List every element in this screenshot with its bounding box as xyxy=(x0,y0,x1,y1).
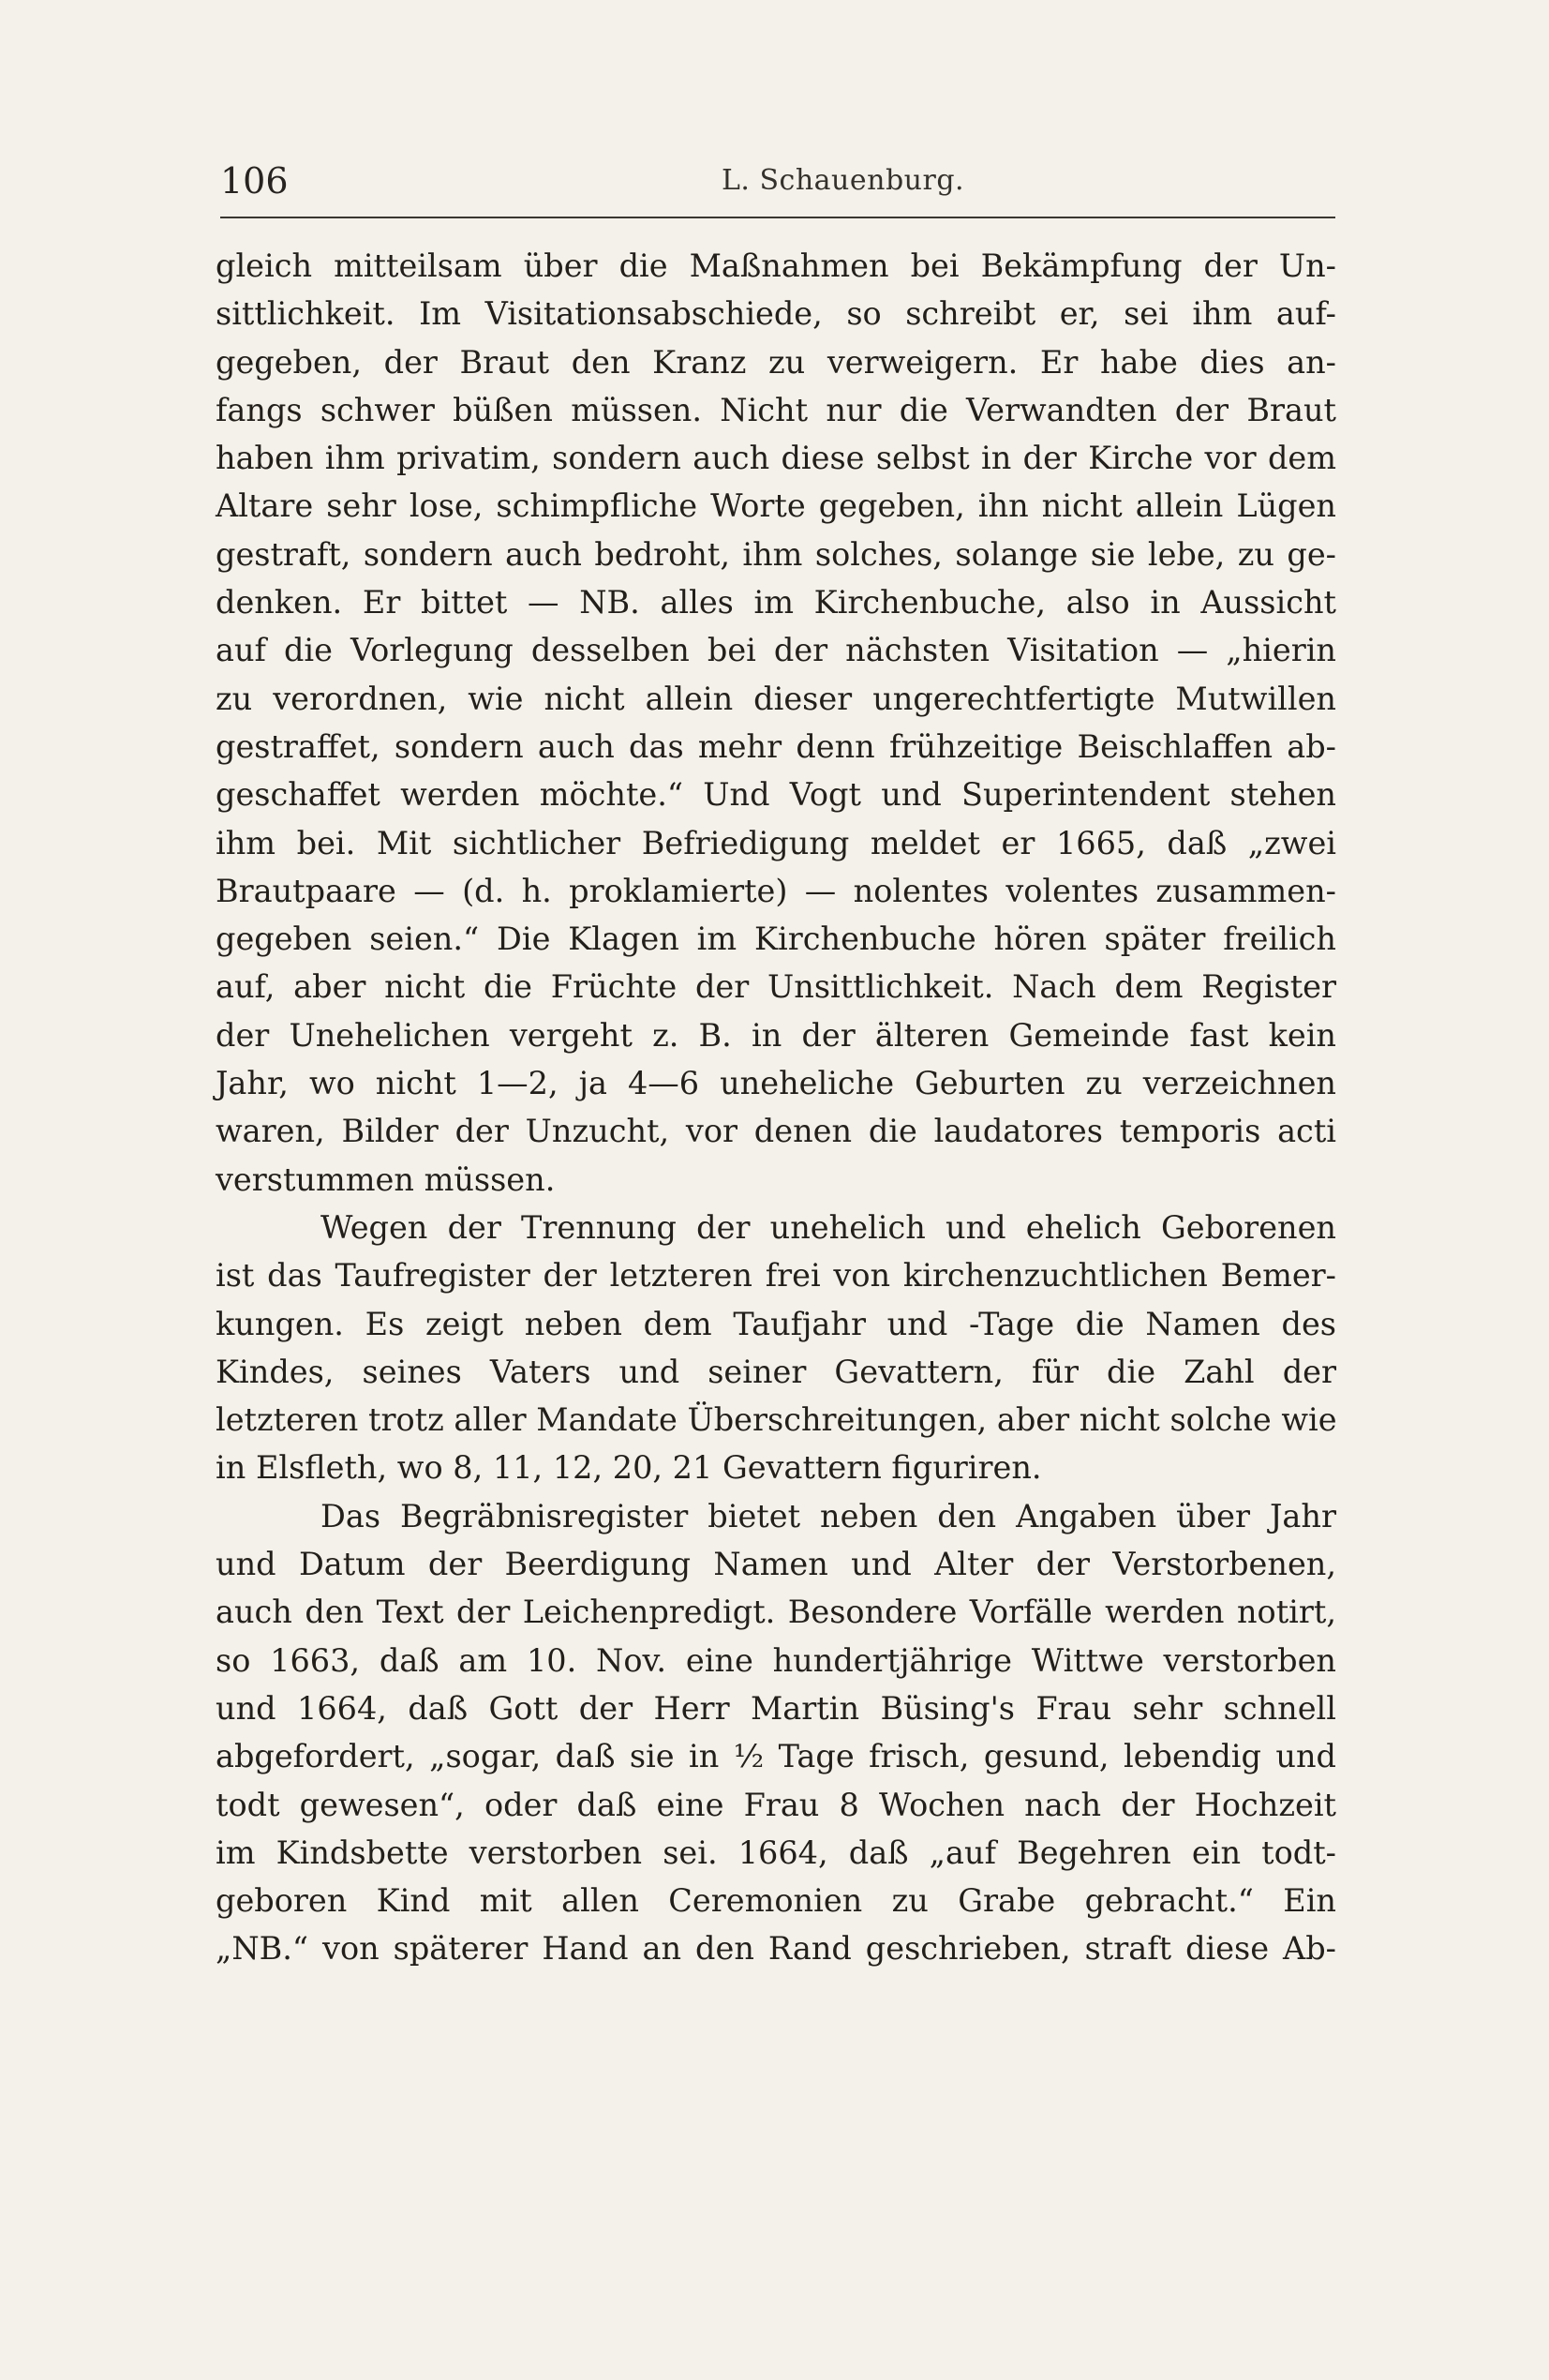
text-line: in Elsfleth, wo 8, 11, 12, 20, 21 Gevattern figuriren. xyxy=(216,1449,1042,1487)
text-line: der Unehelichen vergeht z. B. in der älteren Gemeinde fast kein xyxy=(216,1016,1336,1054)
text-line: kungen. Es zeigt neben dem Taufjahr und -Tage die Namen des xyxy=(216,1305,1336,1342)
paragraph xyxy=(216,1492,1336,1973)
text-line: auf die Vorlegung desselben bei der nächsten Visitation — „hierin xyxy=(216,632,1336,669)
text-line: gestraft, sondern auch bedroht, ihm solches, solange sie lebe, zu ge- xyxy=(216,535,1336,573)
text-line: gestraffet, sondern auch das mehr denn frühzeitige Beischlaffen ab- xyxy=(216,727,1336,765)
text-line: fangs schwer büßen müssen. Nicht nur die Verwandten der Braut xyxy=(216,391,1336,428)
page-number: 106 xyxy=(220,160,289,202)
paragraph xyxy=(216,242,1336,1204)
text-line: gegeben, der Braut den Kranz zu verweigern. Er habe dies an- xyxy=(216,343,1336,381)
text-line: im Kindsbette verstorben sei. 1664, daß „auf Begehren ein todt- xyxy=(216,1834,1336,1871)
text-line: gleich mitteilsam über die Maßnahmen bei Bekämpfung der Un- xyxy=(216,247,1336,284)
text-line: so 1663, daß am 10. Nov. eine hundertjährige Wittwe verstorben xyxy=(216,1641,1336,1679)
text-line: Das Begräbnisregister bietet neben den Angaben über Jahr xyxy=(320,1497,1336,1534)
text-line: „NB.“ von späterer Hand an den Rand geschrieben, straft diese Ab- xyxy=(216,1930,1336,1968)
text-line: und 1664, daß Gott der Herr Martin Büsing's Frau sehr schnell xyxy=(216,1689,1336,1727)
text-line: sittlichkeit. Im Visitationsabschiede, so schreibt er, sei ihm auf- xyxy=(216,295,1336,333)
text-line: zu verordnen, wie nicht allein dieser ungerechtfertigte Mutwillen xyxy=(216,680,1336,717)
text-line: und Datum der Beerdigung Namen und Alter der Verstorbenen, xyxy=(216,1546,1336,1583)
header-rule xyxy=(220,217,1335,218)
text-line: Brautpaare — (d. h. proklamierte) — nolentes volentes zusammen- xyxy=(216,872,1336,909)
text-line: geschaffet werden möchte.“ Und Vogt und Superintendent stehen xyxy=(216,776,1336,814)
text-line: haben ihm privatim, sondern auch diese selbst in der Kirche vor dem xyxy=(216,440,1336,477)
page-header xyxy=(220,153,1335,209)
text-line: auch den Text der Leichenpredigt. Besondere Vorfälle werden notirt, xyxy=(216,1594,1336,1631)
text-line: gegeben seien.“ Die Klagen im Kirchenbuche hören später freilich xyxy=(216,921,1336,958)
text-line: letzteren trotz aller Mandate Überschreitungen, aber nicht solche wie xyxy=(216,1401,1337,1439)
text-line: abgefordert, „sogar, daß sie in ½ Tage frisch, gesund, lebendig und xyxy=(216,1738,1336,1775)
running-head: L. Schauenburg. xyxy=(722,164,965,197)
text-line: Jahr, wo nicht 1—2, ja 4—6 uneheliche Geburten zu verzeichnen xyxy=(216,1065,1336,1102)
text-line: verstummen müssen. xyxy=(216,1160,556,1198)
text-line: auf, aber nicht die Früchte der Unsittlichkeit. Nach dem Register xyxy=(216,968,1336,1006)
text-line: todt gewesen“, oder daß eine Frau 8 Wochen nach der Hochzeit xyxy=(216,1786,1336,1823)
text-line: Wegen der Trennung der unehelich und ehelich Geborenen xyxy=(320,1208,1336,1246)
text-line: geboren Kind mit allen Ceremonien zu Grabe gebracht.“ Ein xyxy=(216,1882,1336,1920)
text-line: Kindes, seines Vaters und seiner Gevattern, für die Zahl der xyxy=(216,1353,1336,1390)
text-line: ihm bei. Mit sichtlicher Befriedigung meldet er 1665, daß „zwei xyxy=(216,824,1336,861)
paragraph xyxy=(216,1204,1336,1492)
text-line: denken. Er bittet — NB. alles im Kirchenbuche, also in Aussicht xyxy=(216,584,1336,621)
body-text xyxy=(216,242,1336,1973)
text-line: waren, Bilder der Unzucht, vor denen die laudatores temporis acti xyxy=(216,1113,1336,1150)
text-line: ist das Taufregister der letzteren frei von kirchenzuchtlichen Bemer- xyxy=(216,1257,1336,1295)
text-line: Altare sehr lose, schimpfliche Worte gegeben, ihn nicht allein Lügen xyxy=(216,487,1336,525)
